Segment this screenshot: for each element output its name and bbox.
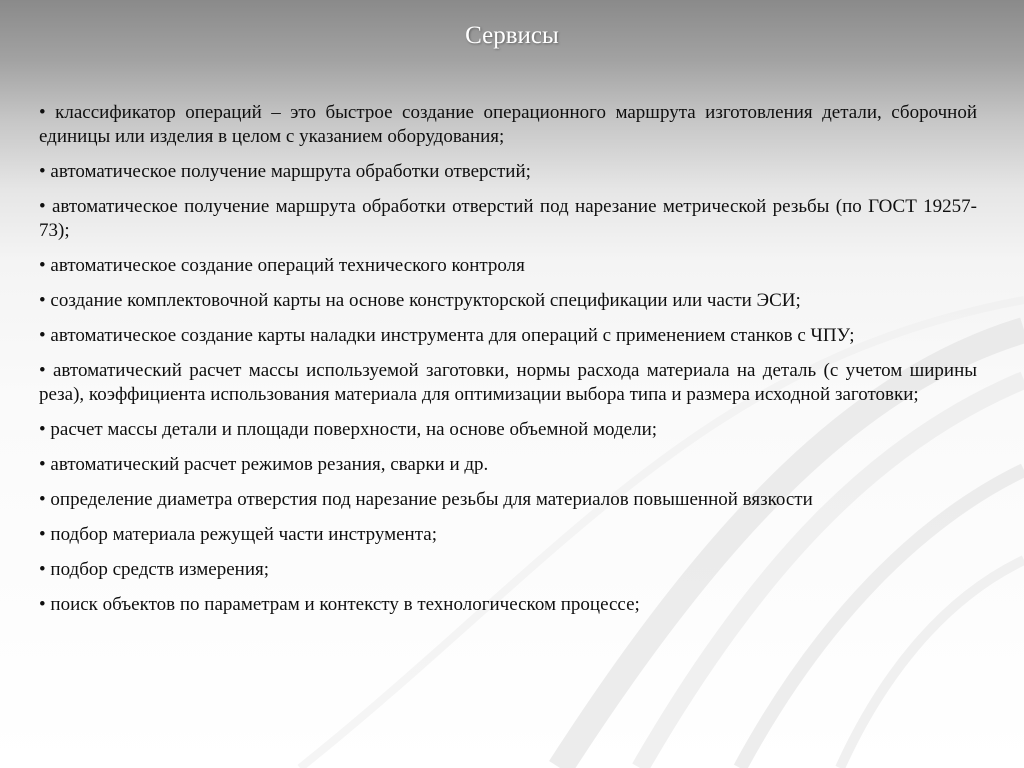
- list-item: • классификатор операций – это быстрое создание операционного маршрута изготовления детали, сборочной единицы или изделия в целом с указанием оборудования;: [39, 101, 977, 149]
- list-item: • расчет массы детали и площади поверхности, на основе объемной модели;: [39, 418, 977, 442]
- list-item: • создание комплектовочной карты на основе конструкторской спецификации или части ЭСИ;: [39, 289, 977, 313]
- list-item: • автоматический расчет массы используемой заготовки, нормы расхода материала на деталь (с учетом ширины реза), коэффициента использования материала для оптимизации выбора типа и размера исходной заготовки;: [39, 359, 977, 407]
- list-item: • автоматическое получение маршрута обработки отверстий под нарезание метрической резьбы (по ГОСТ 19257-73);: [39, 195, 977, 243]
- list-item: • автоматическое создание операций технического контроля: [39, 254, 977, 278]
- list-item: • подбор материала режущей части инструмента;: [39, 523, 977, 547]
- list-item: • подбор средств измерения;: [39, 558, 977, 582]
- list-item: • поиск объектов по параметрам и контексту в технологическом процессе;: [39, 593, 977, 617]
- list-item: • автоматическое создание карты наладки инструмента для операций с применением станков с ЧПУ;: [39, 324, 977, 348]
- slide-title: Сервисы: [465, 22, 559, 49]
- services-list: [39, 101, 977, 628]
- list-item: • автоматический расчет режимов резания, сварки и др.: [39, 453, 977, 477]
- list-item: • автоматическое получение маршрута обработки отверстий;: [39, 160, 977, 184]
- list-item: • определение диаметра отверстия под нарезание резьбы для материалов повышенной вязкости: [39, 488, 977, 512]
